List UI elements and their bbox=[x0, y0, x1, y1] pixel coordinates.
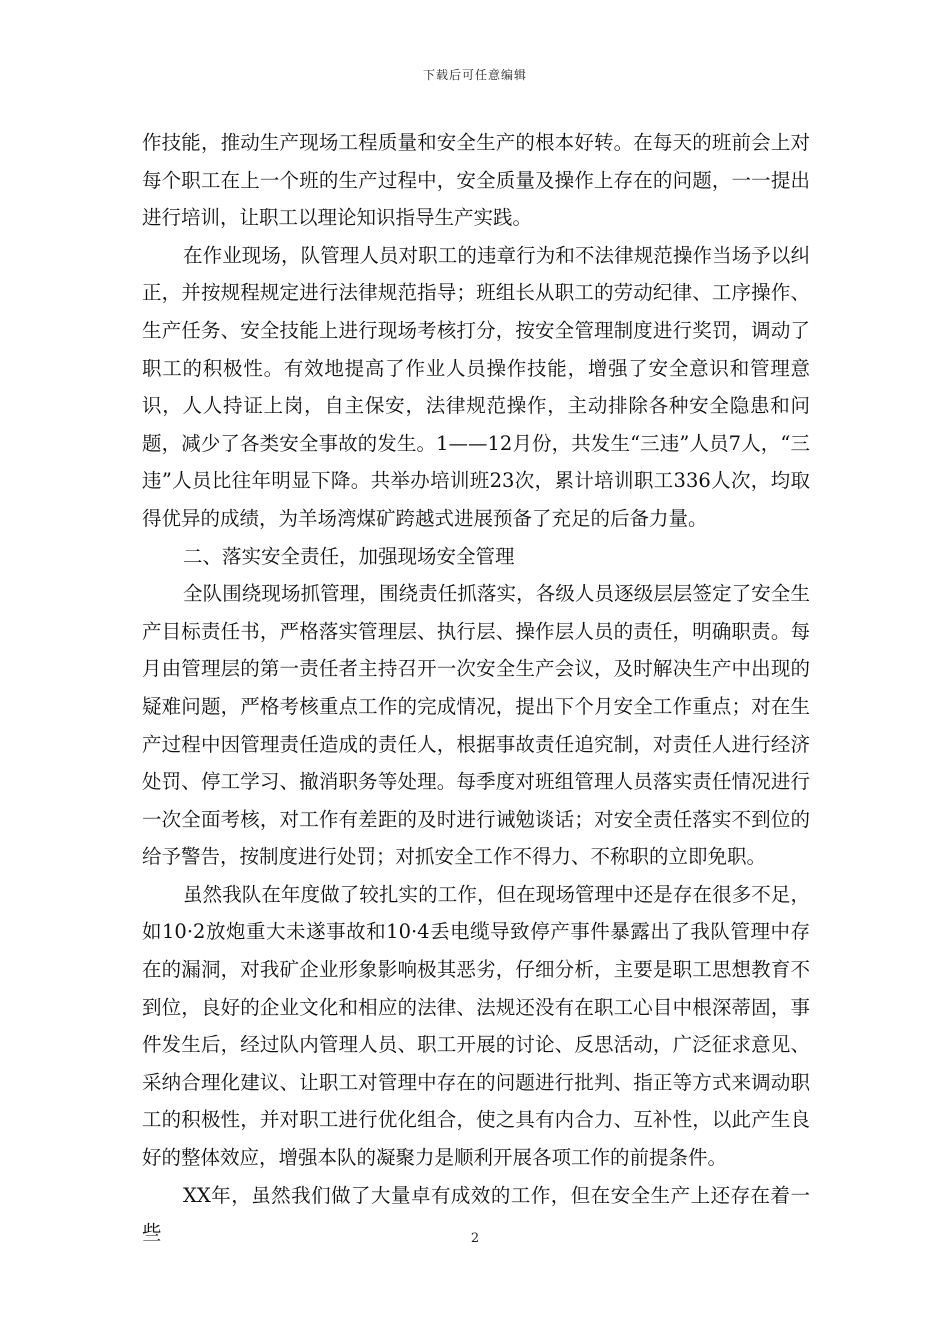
section-heading: 二、落实安全责任，加强现场安全管理 bbox=[183, 544, 515, 568]
paragraph-continuation: 作技能，推动生产现场工程质量和安全生产的根本好转。在每天的班前会上对每个职工在上一个班的生产过程中，安全质量及操作上存在的问题，一一提出进行培训，让职工以理论知识指导生产实践。 bbox=[142, 131, 810, 230]
paragraph-shortcomings: 虽然我队在年度做了较扎实的工作，但在现场管理中还是存在很多不足，如10·2放炮重大未遂事故和10·4丢电缆导致停产事件暴露出了我队管理中存在的漏洞，对我矿企业形象影响极其恶劣，仔细分析，主要是职工思想教育不到位，良好的企业文化和相应的法律、法规还没有在职工心目中根深蒂固，事件发生后，经过队内管理人员、职工开展的讨论、反思活动，广泛征求意见、采纳合理化建议、让职工对管理中存在的问题进行批判、指正等方式来调动职工的积极性，并对职工进行优化组合，使之具有内合力、互补性，以此产生良好的整体效应，增强本队的凝聚力是顺利开展各项工作的前提条件。 bbox=[142, 882, 810, 1170]
paragraph-closing: XX年，虽然我们做了大量卓有成效的工作，但在安全生产上还存在着一些 bbox=[142, 1183, 810, 1245]
page-number: 2 bbox=[470, 1231, 480, 1246]
page-header: 下载后可任意编辑 bbox=[422, 68, 527, 82]
paragraph-responsibility: 全队围绕现场抓管理，围绕责任抓落实，各级人员逐级层层签定了安全生产目标责任书，严格落实管理层、执行层、操作层人员的责任，明确职责。每月由管理层的第一责任者主持召开一次安全生产会议，及时解决生产中出现的疑难问题，严格考核重点工作的完成情况，提出下个月安全工作重点；对在生产过程中因管理责任造成的责任人，根据事故责任追究制，对责任人进行经济处罚、停工学习、撤消职务等处理。每季度对班组管理人员落实责任情况进行一次全面考核，对工作有差距的及时进行诫勉谈话；对安全责任落实不到位的给予警告，按制度进行处罚；对抓安全工作不得力、不称职的立即免职。 bbox=[142, 582, 810, 869]
document-body bbox=[142, 124, 810, 1252]
paragraph-worksite: 在作业现场，队管理人员对职工的违章行为和不法律规范操作当场予以纠正，并按规程规定进行法律规范指导；班组长从职工的劳动纪律、工序操作、生产任务、安全技能上进行现场考核打分，按安全管理制度进行奖罚，调动了职工的积极性。有效地提高了作业人员操作技能，增强了安全意识和管理意识，人人持证上岗，自主保安，法律规范操作，主动排除各种安全隐患和问题，减少了各类安全事故的发生。1——12月份，共发生“三违”人员7人，“三违”人员比往年明显下降。共举办培训班23次，累计培训职工336人次，均取得优异的成绩，为羊场湾煤矿跨越式进展预备了充足的后备力量。 bbox=[142, 243, 810, 530]
